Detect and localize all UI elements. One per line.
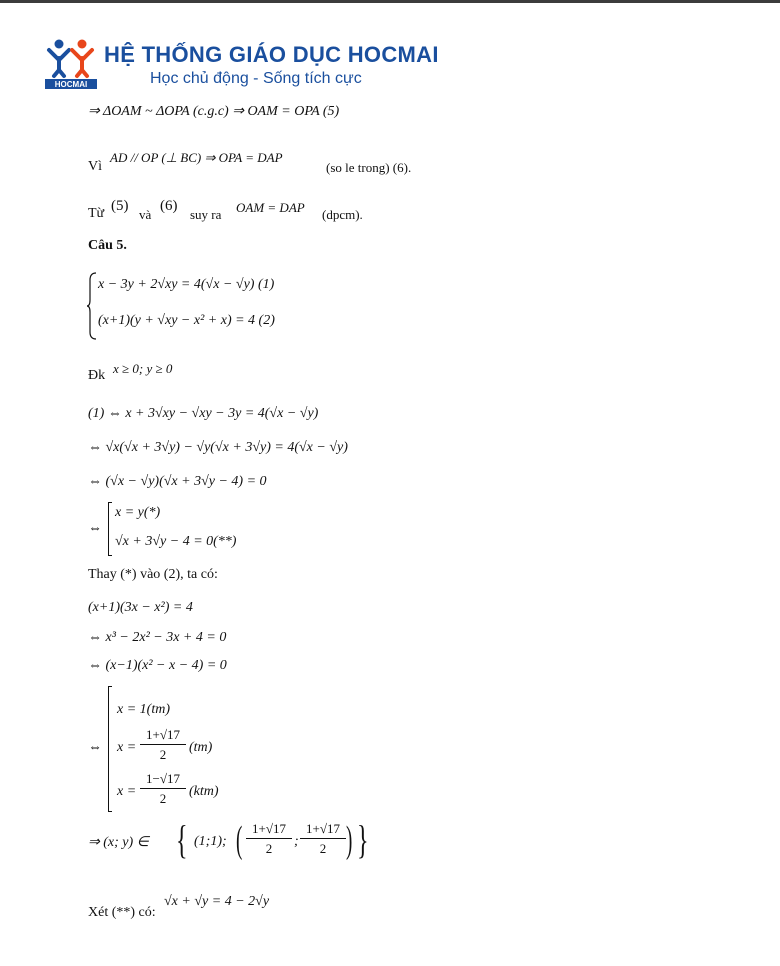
consider-label: Xét (**) có: — [88, 905, 156, 920]
roots-prefix: ⇔ — [88, 740, 102, 755]
line-parallel-post: (so le trong) (6). — [326, 160, 412, 175]
root-1: x = 1(tm) — [117, 702, 170, 717]
eq-step-4-prefix: ⇔ — [88, 521, 102, 536]
pair-open-paren-icon: ( — [236, 819, 243, 861]
system-eq-1: x − 3y + 2√xy = 4(√x − √y) (1) — [98, 277, 275, 292]
root-2-tag: (tm) — [189, 740, 213, 755]
line-parallel-math: AD // OP (⊥ BC) ⇒ OPA = DAP — [110, 150, 283, 165]
root-2-lhs: x = — [117, 740, 137, 755]
brand-title: HỆ THỐNG GIÁO DỤC HOCMAI — [104, 42, 439, 67]
line-similar-triangles: ⇒ ΔOAM ~ ΔOPA (c.g.c) ⇒ OAM = OPA (5) — [88, 104, 340, 119]
line-conclusion-g: (dpcm). — [322, 207, 363, 222]
eq-step-3: ⇔ (√x − √y)(√x + 3√y − 4) = 0 — [88, 474, 267, 489]
case-b: √x + 3√y − 4 = 0(**) — [115, 534, 237, 549]
line-parallel-pre: Vì — [88, 159, 102, 174]
domain-label: Đk — [88, 368, 106, 383]
hocmai-logo-icon — [45, 38, 97, 90]
root-3-tag: (ktm) — [189, 784, 219, 799]
system-brace-icon — [86, 272, 98, 340]
window-top-border — [0, 0, 780, 3]
line-conclusion-f: OAM = DAP — [236, 200, 305, 215]
line-conclusion-a: Từ — [88, 206, 105, 221]
eq-step-1: (1) ⇔ x + 3√xy − √xy − 3y = 4(√x − √y) — [88, 406, 319, 421]
eq-sub-1: (x+1)(3x − x²) = 4 — [88, 600, 193, 615]
solution-numerator-1: 1+√17 — [246, 820, 292, 839]
case-a: x = y(*) — [115, 505, 161, 520]
root-3-lhs: x = — [117, 784, 137, 799]
set-open-brace-icon: { — [176, 817, 188, 862]
brand-subtitle: Học chủ động - Sống tích cực — [150, 70, 362, 87]
logo-text: HOCMAI — [54, 80, 88, 89]
question-heading: Câu 5. — [88, 238, 127, 253]
line-conclusion-c: và — [139, 207, 152, 222]
root-3-numerator: 1−√17 — [140, 770, 186, 789]
domain-condition: x ≥ 0; y ≥ 0 — [113, 361, 173, 376]
set-close-brace-icon: } — [357, 817, 369, 862]
solution-pair-1: (1;1); — [194, 834, 227, 849]
line-conclusion-d: (6) — [160, 198, 178, 214]
roots-bracket — [108, 686, 112, 812]
eq-sub-3: ⇔ (x−1)(x² − x − 4) = 0 — [88, 658, 227, 673]
cases-bracket — [108, 502, 112, 556]
consider-equation: √x + √y = 4 − 2√y — [164, 894, 270, 909]
line-conclusion-e: suy ra — [190, 207, 222, 222]
pair-close-paren-icon: ) — [346, 819, 353, 861]
solution-numerator-2: 1+√17 — [300, 820, 346, 839]
solution-set-prefix: ⇒ (x; y) ∈ — [88, 835, 149, 850]
root-3-denominator: 2 — [159, 791, 167, 806]
solution-denominator-1: 2 — [265, 841, 273, 856]
substitute-text: Thay (*) vào (2), ta có: — [88, 567, 218, 582]
eq-sub-2: ⇔ x³ − 2x² − 3x + 4 = 0 — [88, 630, 227, 645]
solution-separator: ; — [294, 834, 299, 849]
eq-step-2: ⇔ √x(√x + 3√y) − √y(√x + 3√y) = 4(√x − √y) — [88, 440, 348, 455]
solution-denominator-2: 2 — [319, 841, 327, 856]
root-2-denominator: 2 — [159, 747, 167, 762]
line-conclusion-b: (5) — [111, 198, 129, 214]
system-eq-2: (x+1)(y + √xy − x² + x) = 4 (2) — [98, 313, 275, 328]
root-2-numerator: 1+√17 — [140, 726, 186, 745]
